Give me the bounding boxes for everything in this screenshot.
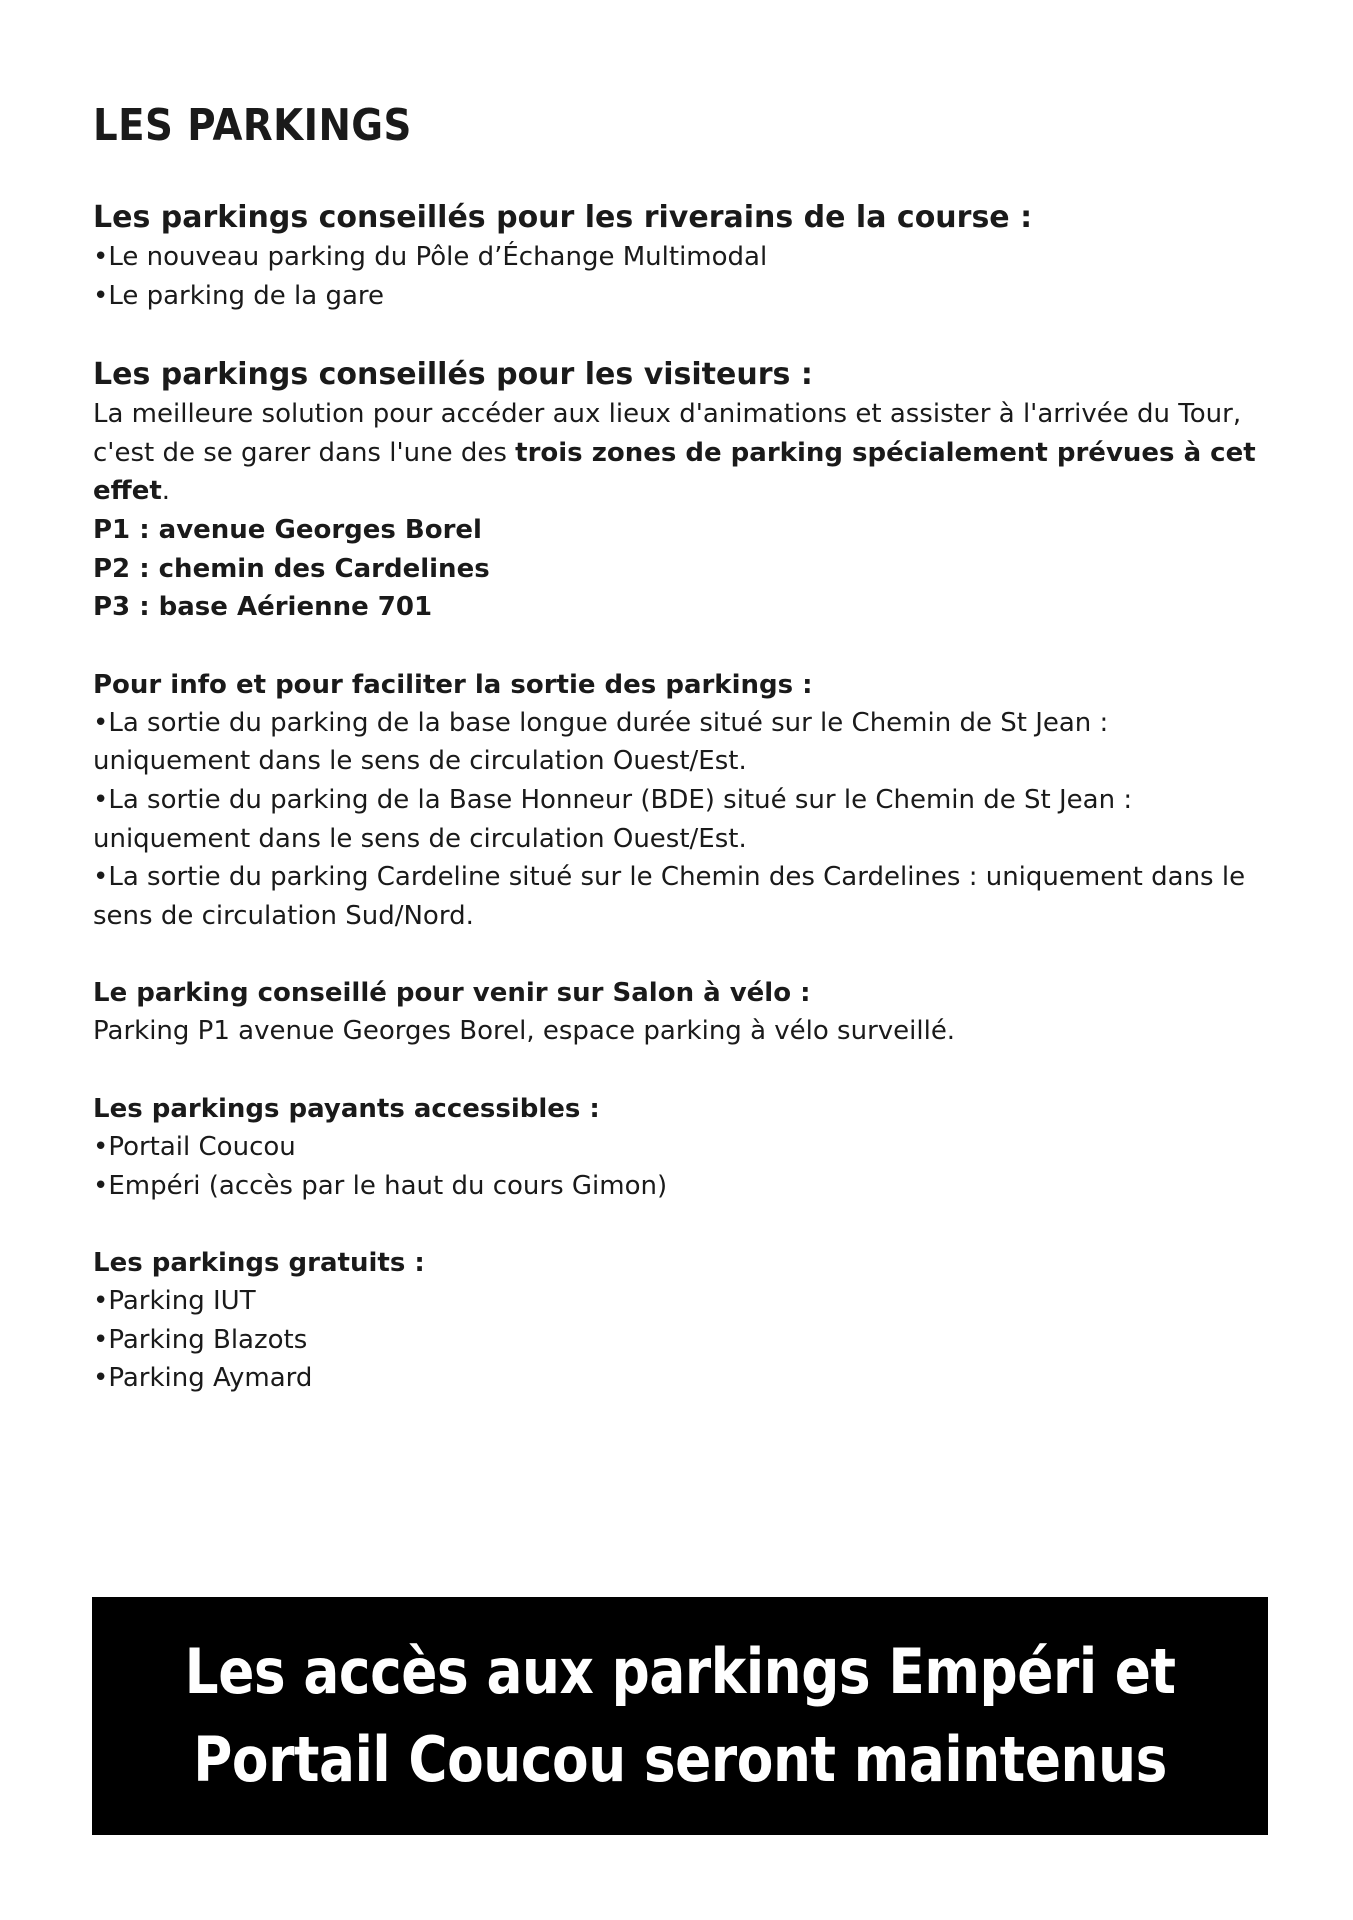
- visiteurs-intro: [93, 395, 1273, 511]
- document-body: [93, 96, 1273, 1398]
- list-item: •La sortie du parking Cardeline situé sur le Chemin des Cardelines : uniquement dans le sens de circulation Sud/Nord.: [93, 862, 1246, 931]
- section-gratuits: [93, 1244, 1273, 1398]
- intro-highlight: trois zones de parking spécialement prévues à cet effet: [93, 437, 1256, 507]
- section-riverains: [93, 198, 1273, 315]
- section-payants: [93, 1090, 1273, 1205]
- list-item: •Le parking de la gare: [93, 280, 385, 311]
- section-heading: Les parkings conseillés pour les visiteurs :: [93, 357, 813, 393]
- parking-zone-p1: P1 : avenue Georges Borel: [93, 514, 482, 545]
- intro-end: .: [161, 476, 171, 507]
- parking-zone-p2: P2 : chemin des Cardelines: [93, 553, 490, 584]
- velo-text: Parking P1 avenue Georges Borel, espace parking à vélo surveillé.: [93, 1016, 956, 1047]
- announcement-banner: [92, 1597, 1268, 1835]
- section-sortie: [93, 666, 1273, 936]
- section-heading: Les parkings conseillés pour les riverains de la course :: [93, 200, 1033, 235]
- intro-text: La meilleure solution pour accéder aux lieux d'animations et assister à l'arrivée du Tour, c'est de se garer dans l'une des: [93, 399, 1242, 468]
- list-item: •Parking Aymard: [93, 1363, 313, 1394]
- list-item: •Portail Coucou: [93, 1131, 296, 1162]
- parking-zone-p3: P3 : base Aérienne 701: [93, 592, 433, 623]
- section-visiteurs: [93, 355, 1273, 627]
- list-item: •Parking Blazots: [93, 1324, 308, 1355]
- list-item: •Empéri (accès par le haut du cours Gimon): [93, 1170, 668, 1201]
- list-item: •Le nouveau parking du Pôle d’Échange Multimodal: [93, 242, 768, 272]
- section-heading: Le parking conseillé pour venir sur Salon à vélo :: [93, 978, 811, 1009]
- banner-line-1: Les accès aux parkings Empéri et: [184, 1635, 1176, 1708]
- section-heading: Pour info et pour faciliter la sortie des parkings :: [93, 669, 813, 700]
- page-title: LES PARKINGS: [93, 100, 412, 151]
- list-item: •La sortie du parking de la Base Honneur (BDE) situé sur le Chemin de St Jean : uniquement dans le sens de circulation Ouest/Est.: [93, 784, 1133, 854]
- section-velo: [93, 974, 1273, 1051]
- list-item: •Parking IUT: [93, 1286, 256, 1317]
- list-item: •La sortie du parking de la base longue durée situé sur le Chemin de St Jean : uniquement dans le sens de circulation Ouest/Est.: [93, 707, 1109, 777]
- section-heading: Les parkings payants accessibles :: [93, 1093, 600, 1124]
- banner-line-2: Portail Coucou seront maintenus: [193, 1723, 1167, 1796]
- section-heading: Les parkings gratuits :: [93, 1248, 425, 1279]
